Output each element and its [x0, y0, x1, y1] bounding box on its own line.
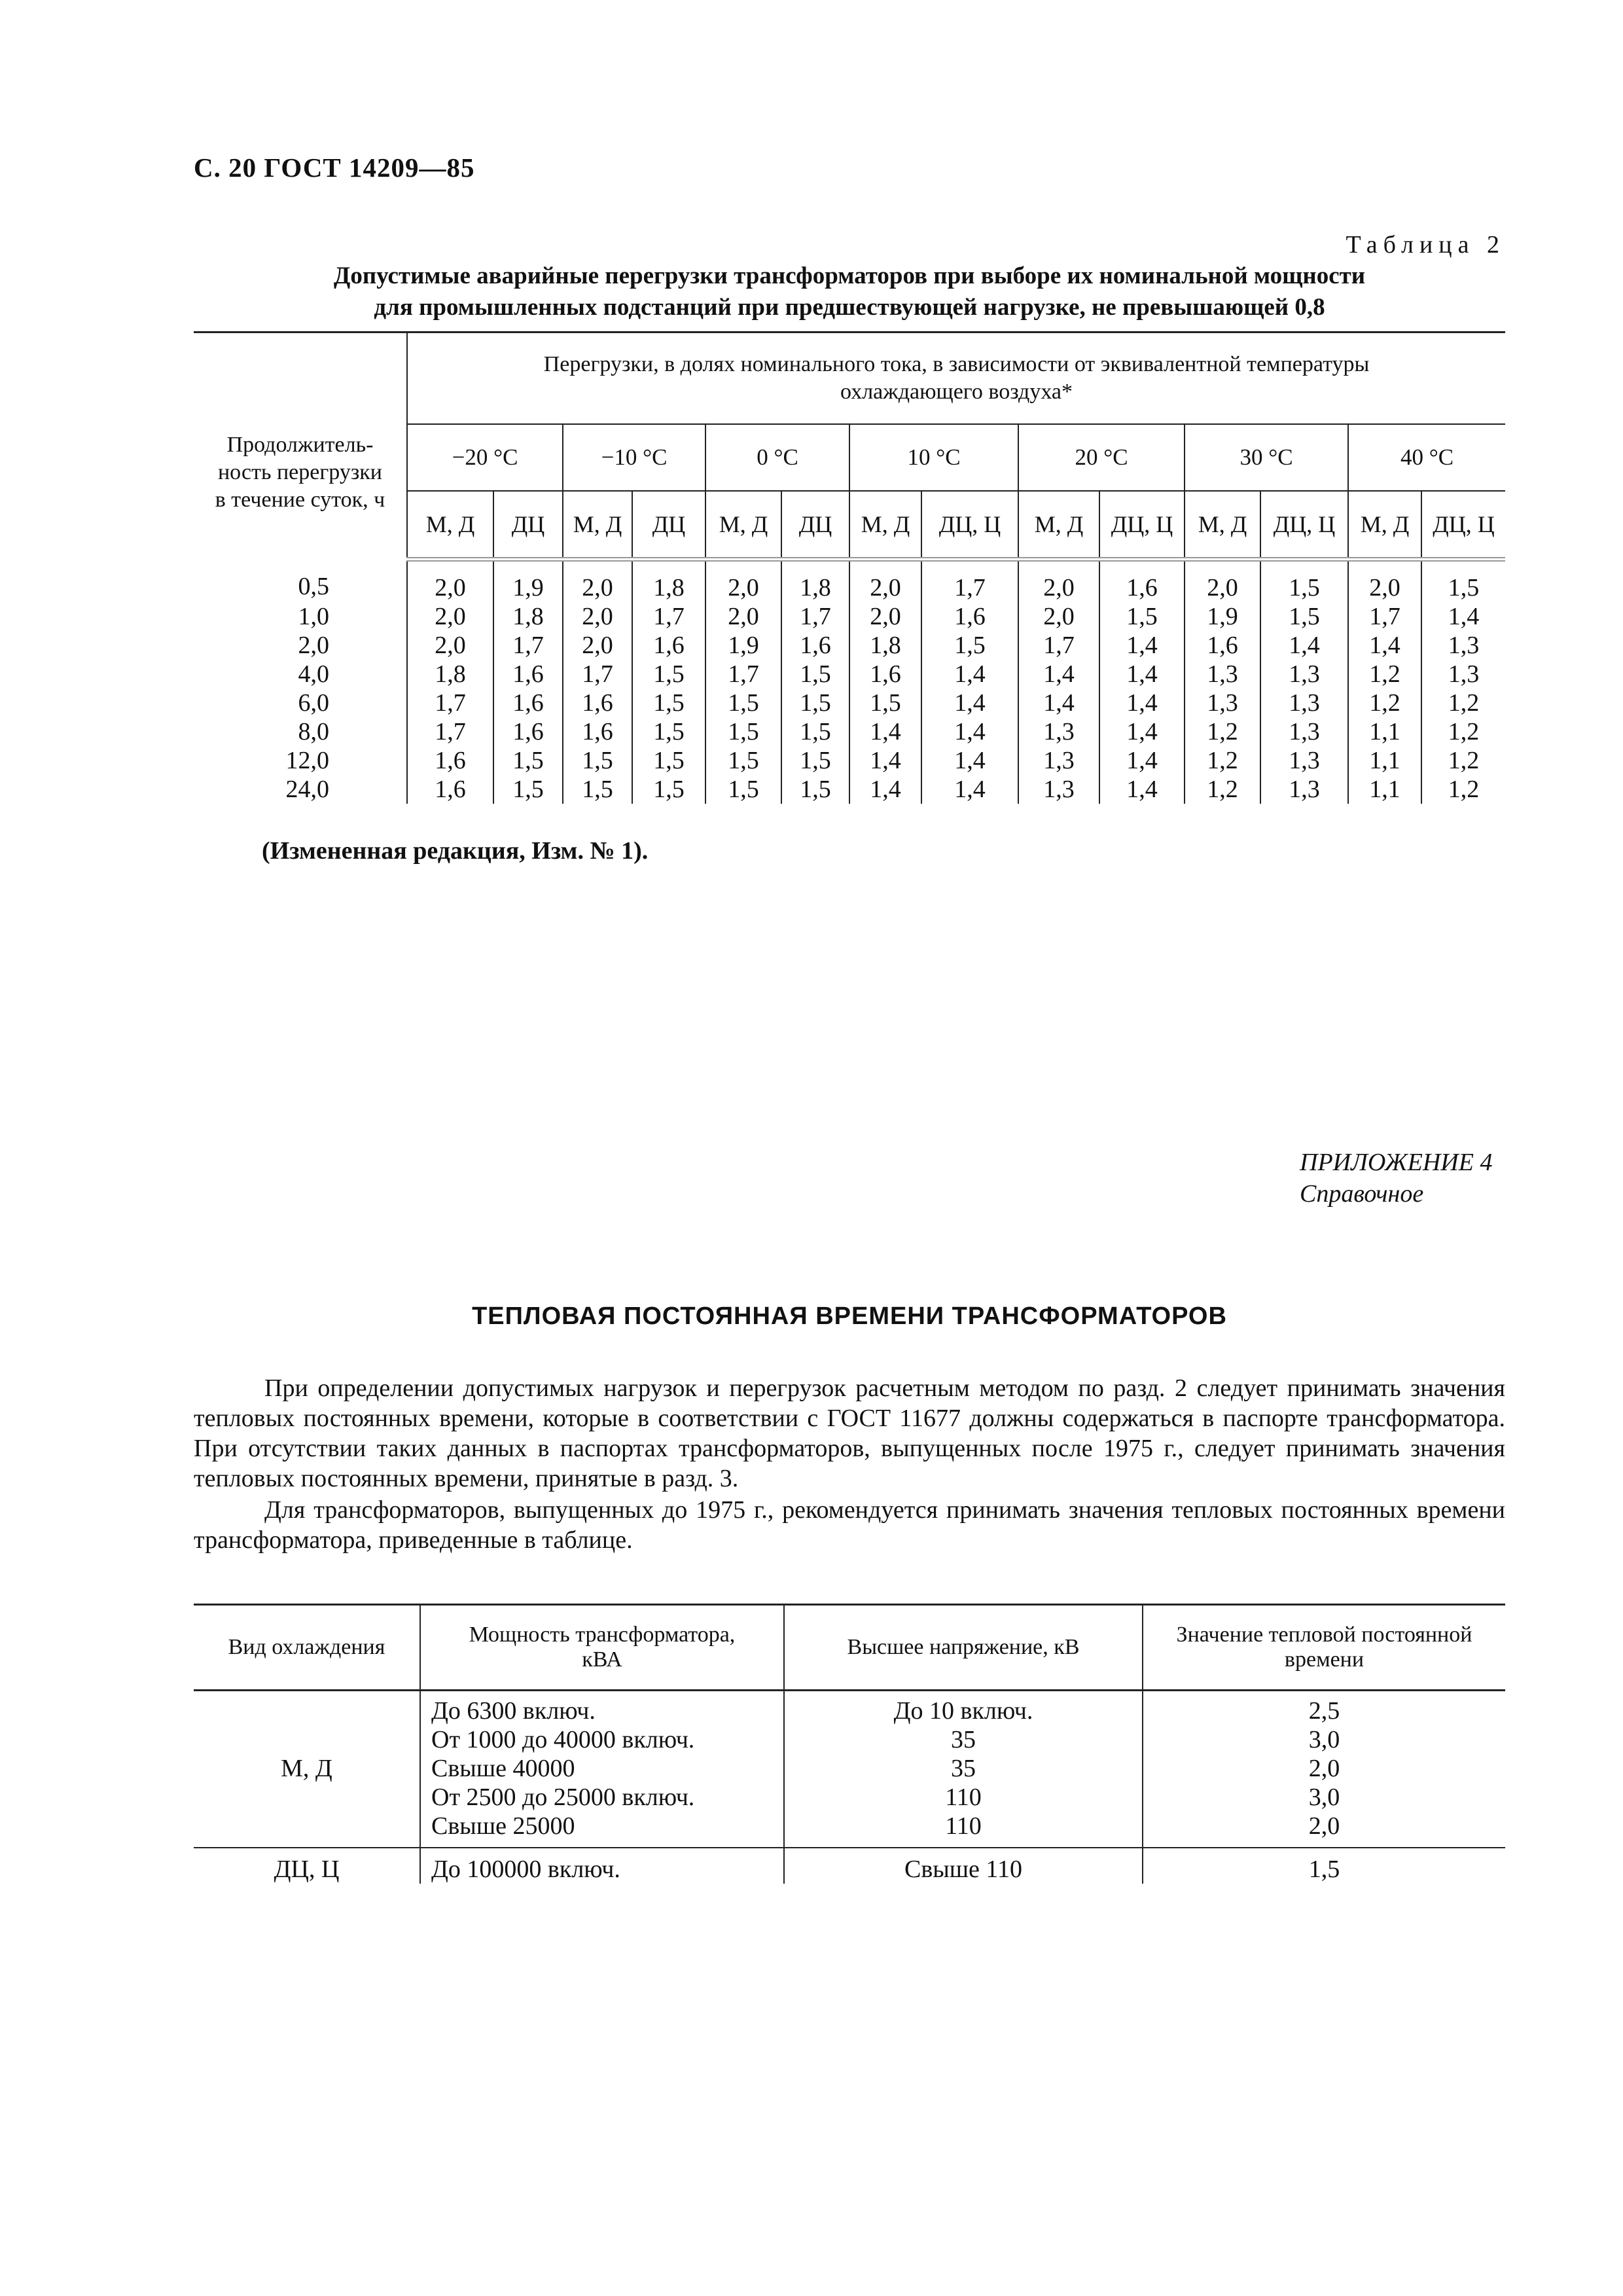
duration-cell: 2,0: [194, 631, 407, 660]
appendix-title: ПРИЛОЖЕНИЕ 4: [1300, 1149, 1493, 1176]
overload-cell: 1,2: [1185, 717, 1260, 746]
overload-cell: 1,3: [1260, 775, 1348, 804]
overload-cell: 1,2: [1185, 775, 1260, 804]
cooling-subheader: ДЦ, Ц: [921, 491, 1018, 560]
overload-cell: 1,4: [1260, 631, 1348, 660]
overload-cell: 1,7: [493, 631, 563, 660]
overload-cell: 2,0: [849, 560, 921, 603]
overload-cell: 1,5: [1260, 602, 1348, 631]
overload-cell: 1,5: [1260, 560, 1348, 603]
overload-cell: 1,4: [921, 746, 1018, 775]
overload-cell: 1,6: [1099, 560, 1185, 603]
table-row: [194, 560, 1505, 603]
overload-cell: 1,7: [921, 560, 1018, 603]
duration-cell: 24,0: [194, 775, 407, 804]
power-cell-line: От 2500 до 25000 включ.: [431, 1784, 695, 1811]
overload-cell: 2,0: [705, 602, 781, 631]
table-row: [194, 746, 1505, 775]
cooling-subheader: ДЦ: [632, 491, 705, 560]
overload-cell: 1,2: [1448, 718, 1480, 745]
overload-cell: 1,6: [563, 689, 632, 717]
overload-cell: 1,1: [1348, 717, 1421, 746]
cooling-subheader: М, Д: [1185, 491, 1260, 560]
tau-cell: [1143, 1691, 1505, 1848]
overload-cell: 1,7: [1018, 631, 1099, 660]
header-voltage: Высшее напряжение, кВ: [784, 1605, 1143, 1691]
overload-cell: 1,4: [1018, 660, 1099, 689]
cooling-subheader: ДЦ, Ц: [1260, 491, 1348, 560]
overload-cell: 1,2: [1448, 747, 1480, 774]
overload-cell: 1,6: [407, 775, 493, 804]
overload-cell: 1,6: [493, 717, 563, 746]
overload-cell: 1,7: [705, 660, 781, 689]
voltage-cell: [784, 1691, 1143, 1848]
overload-cell: 2,0: [563, 631, 632, 660]
overload-cell: 1,5: [563, 746, 632, 775]
overload-cell: 1,6: [849, 660, 921, 689]
overload-cell: 1,3: [1260, 746, 1348, 775]
overload-cell: 1,4: [1018, 689, 1099, 717]
overload-cell: 1,6: [493, 689, 563, 717]
duration-cell: 12,0: [194, 746, 407, 775]
duration-cell: 8,0: [194, 717, 407, 746]
overload-cell: 1,2: [1348, 660, 1421, 689]
duration-header: Продолжитель- ность перегрузки в течение суток, ч: [194, 332, 407, 560]
cooling-type-cell: М, Д: [194, 1691, 420, 1848]
overload-cell: 1,6: [493, 660, 563, 689]
overload-cell: 1,5: [921, 631, 1018, 660]
duration-cell: 0,5: [194, 560, 407, 603]
table-title: [194, 260, 1505, 323]
voltage-cell-line: До 10 включ.: [893, 1697, 1033, 1725]
voltage-cell-line: 35: [951, 1755, 976, 1782]
table-row: [194, 689, 1505, 717]
table-row: [194, 775, 1505, 804]
overload-cell: 1,6: [921, 602, 1018, 631]
overload-cell: 1,4: [849, 775, 921, 804]
overload-cell: 1,3: [1018, 746, 1099, 775]
header-cooling: Вид охлаждения: [194, 1605, 420, 1691]
tau-cell-line: 2,0: [1308, 1755, 1340, 1782]
power-cell: [420, 1691, 784, 1848]
temperature-header: 40 °С: [1348, 424, 1505, 491]
paragraph: При определении допустимых нагрузок и перегрузок расчетным методом по разд. 2 следует принимать значения тепловых постоянных времени, которые в соответствии с ГОСТ 11677 должны содержаться в паспорте трансформатора. При отсутствии таких данных в паспортах трансформаторов, выпущенных после 1975 г., следует принимать значения тепловых постоянных времени, принятые в разд. 3.: [194, 1374, 1505, 1492]
time-constant-table: [194, 1604, 1505, 1884]
table-row: [194, 660, 1505, 689]
overload-cell: 1,7: [632, 602, 705, 631]
overload-cell: 1,4: [849, 717, 921, 746]
cooling-subheader: М, Д: [849, 491, 921, 560]
overload-cell: 1,4: [1348, 631, 1421, 660]
voltage-cell: [784, 1848, 1143, 1884]
overload-cell: 1,3: [1260, 717, 1348, 746]
overload-cell: 1,6: [1185, 631, 1260, 660]
power-cell-line: До 100000 включ.: [431, 1856, 620, 1883]
overload-cell: 1,3: [1448, 660, 1480, 688]
overload-cell: 1,3: [1018, 717, 1099, 746]
cooling-subheader: М, Д: [1348, 491, 1421, 560]
overload-table: [194, 331, 1505, 804]
overload-cell: 2,0: [1185, 560, 1260, 603]
voltage-cell-line: 35: [951, 1726, 976, 1753]
power-cell-line: Свыше 25000: [431, 1812, 575, 1840]
amendment-note: (Измененная редакция, Изм. № 1).: [262, 837, 649, 865]
table-row: [194, 631, 1505, 660]
overload-cell: 2,0: [1018, 560, 1099, 603]
overload-cell: 1,4: [1099, 717, 1185, 746]
overload-cell: 1,5: [781, 775, 849, 804]
overload-cell: 2,0: [1348, 560, 1421, 603]
overload-cell: 1,5: [781, 689, 849, 717]
overload-cell: 1,5: [632, 775, 705, 804]
overload-cell: 1,5: [632, 746, 705, 775]
overload-cell: 1,3: [1260, 689, 1348, 717]
cooling-subheader: М, Д: [407, 491, 493, 560]
overload-cell: 1,6: [632, 631, 705, 660]
overload-cell: 1,5: [563, 775, 632, 804]
overload-cell: 1,7: [1348, 602, 1421, 631]
overload-cell: 1,2: [1448, 776, 1480, 803]
appendix-subtitle: Справочное: [1300, 1180, 1424, 1208]
temperature-header: 30 °С: [1185, 424, 1348, 491]
overload-cell: 1,2: [1185, 746, 1260, 775]
table-title-line: для промышленных подстанций при предшествующей нагрузке, не превышающей 0,8: [374, 294, 1325, 321]
overload-cell: 1,7: [407, 689, 493, 717]
overload-cell: 1,7: [781, 602, 849, 631]
cooling-subheader: ДЦ: [781, 491, 849, 560]
overload-cell: 1,5: [705, 746, 781, 775]
cooling-subheader: М, Д: [563, 491, 632, 560]
page-header: С. 20 ГОСТ 14209—85: [194, 152, 475, 183]
cooling-subheader: М, Д: [705, 491, 781, 560]
temperature-header: 0 °С: [705, 424, 849, 491]
cooling-subheader: ДЦ: [493, 491, 563, 560]
overload-cell: 2,0: [849, 602, 921, 631]
voltage-cell-line: 110: [945, 1784, 982, 1811]
overload-cell: 1,7: [407, 717, 493, 746]
overload-cell: 1,1: [1348, 775, 1421, 804]
section-title: ТЕПЛОВАЯ ПОСТОЯННАЯ ВРЕМЕНИ ТРАНСФОРМАТОРОВ: [472, 1302, 1227, 1330]
overload-cell: 1,3: [1185, 689, 1260, 717]
duration-cell: 4,0: [194, 660, 407, 689]
overload-cell: 1,3: [1185, 660, 1260, 689]
overload-cell: 1,8: [407, 660, 493, 689]
tau-cell-line: 2,0: [1308, 1812, 1340, 1840]
overload-cell: 1,5: [781, 717, 849, 746]
overload-cell: 1,4: [1099, 660, 1185, 689]
overload-cell: 2,0: [1018, 602, 1099, 631]
tau-cell-line: 2,5: [1308, 1697, 1340, 1725]
overload-cell: 1,8: [781, 560, 849, 603]
table-row: [194, 602, 1505, 631]
overload-cell: 1,2: [1448, 689, 1480, 717]
overload-cell: 1,5: [781, 660, 849, 689]
cooling-subheader: М, Д: [1018, 491, 1099, 560]
temperature-header: −10 °С: [563, 424, 705, 491]
overload-cell: 2,0: [407, 560, 493, 603]
overload-cell: 1,8: [632, 560, 705, 603]
overload-cell: 1,4: [1448, 603, 1480, 630]
overload-cell: 2,0: [407, 602, 493, 631]
cooling-subheader: ДЦ, Ц: [1421, 491, 1505, 560]
table-title-line: Допустимые аварийные перегрузки трансформаторов при выборе их номинальной мощности: [333, 262, 1366, 289]
overload-cell: 1,5: [705, 717, 781, 746]
tau-cell-line: 3,0: [1308, 1784, 1340, 1811]
overload-cell: 1,1: [1348, 746, 1421, 775]
overload-cell: 1,3: [1260, 660, 1348, 689]
overload-cell: 1,9: [1185, 602, 1260, 631]
overload-cell: 1,6: [563, 717, 632, 746]
overload-cell: 1,5: [1099, 602, 1185, 631]
temperature-header: −20 °С: [407, 424, 563, 491]
power-cell-line: Свыше 40000: [431, 1755, 575, 1782]
overload-cell: 1,9: [705, 631, 781, 660]
overload-cell: 1,9: [493, 560, 563, 603]
appendix-label: [1300, 1147, 1492, 1210]
overload-cell: 1,8: [849, 631, 921, 660]
overload-cell: 1,6: [781, 631, 849, 660]
overload-cell: 1,5: [493, 775, 563, 804]
overload-cell: 1,5: [493, 746, 563, 775]
overload-cell: 1,5: [632, 717, 705, 746]
overload-cell: 1,2: [1348, 689, 1421, 717]
cooling-subheader: ДЦ, Ц: [1099, 491, 1185, 560]
overload-cell: 2,0: [563, 560, 632, 603]
overload-cell: 1,5: [781, 746, 849, 775]
overload-cell: 1,5: [632, 689, 705, 717]
table-row: [194, 1691, 1505, 1848]
overload-cell: 1,5: [705, 775, 781, 804]
overload-cell: 1,4: [921, 660, 1018, 689]
duration-cell: 6,0: [194, 689, 407, 717]
overload-cell: 1,3: [1448, 632, 1480, 659]
overload-cell: 1,8: [493, 602, 563, 631]
overload-cell: 1,4: [1099, 689, 1185, 717]
overload-cell: 1,5: [705, 689, 781, 717]
overload-cell: 1,5: [632, 660, 705, 689]
power-cell-line: До 6300 включ.: [431, 1697, 596, 1725]
overload-cell: 1,6: [407, 746, 493, 775]
power-cell-line: От 1000 до 40000 включ.: [431, 1726, 695, 1753]
voltage-cell-line: 110: [945, 1812, 982, 1840]
overload-cell: 2,0: [407, 631, 493, 660]
overload-cell: 1,4: [921, 689, 1018, 717]
overload-cell: 1,7: [563, 660, 632, 689]
overload-cell: 1,4: [849, 746, 921, 775]
temperature-header: 20 °С: [1018, 424, 1185, 491]
power-cell: [420, 1848, 784, 1884]
overload-cell: 1,5: [849, 689, 921, 717]
tau-cell: [1143, 1848, 1505, 1884]
overload-cell: 1,5: [1448, 574, 1480, 601]
overload-cell: 1,4: [1099, 631, 1185, 660]
overload-header: Перегрузки, в долях номинального тока, в зависимости от эквивалентной температуры охлаждающего воздуха*: [407, 332, 1505, 425]
overload-cell: 1,4: [921, 775, 1018, 804]
overload-cell: 2,0: [705, 560, 781, 603]
cooling-type-cell: ДЦ, Ц: [194, 1848, 420, 1884]
paragraph: Для трансформаторов, выпущенных до 1975 г., рекомендуется принимать значения тепловых постоянных времени трансформатора, приведенные в таблице.: [194, 1496, 1505, 1554]
overload-cell: 2,0: [563, 602, 632, 631]
table-row: [194, 717, 1505, 746]
tau-cell-line: 1,5: [1308, 1856, 1340, 1883]
duration-cell: 1,0: [194, 602, 407, 631]
overload-cell: 1,4: [921, 717, 1018, 746]
header-power: Мощность трансформатора, кВА: [420, 1605, 784, 1691]
overload-cell: 1,4: [1099, 746, 1185, 775]
temperature-header: 10 °С: [849, 424, 1018, 491]
header-tau: Значение тепловой постоянной времени: [1143, 1605, 1505, 1691]
overload-cell: 1,4: [1099, 775, 1185, 804]
table-label: Таблица 2: [1346, 231, 1505, 259]
overload-cell: 1,3: [1018, 775, 1099, 804]
tau-cell-line: 3,0: [1308, 1726, 1340, 1753]
voltage-cell-line: Свыше 110: [904, 1856, 1023, 1883]
table-row: [194, 1848, 1505, 1884]
